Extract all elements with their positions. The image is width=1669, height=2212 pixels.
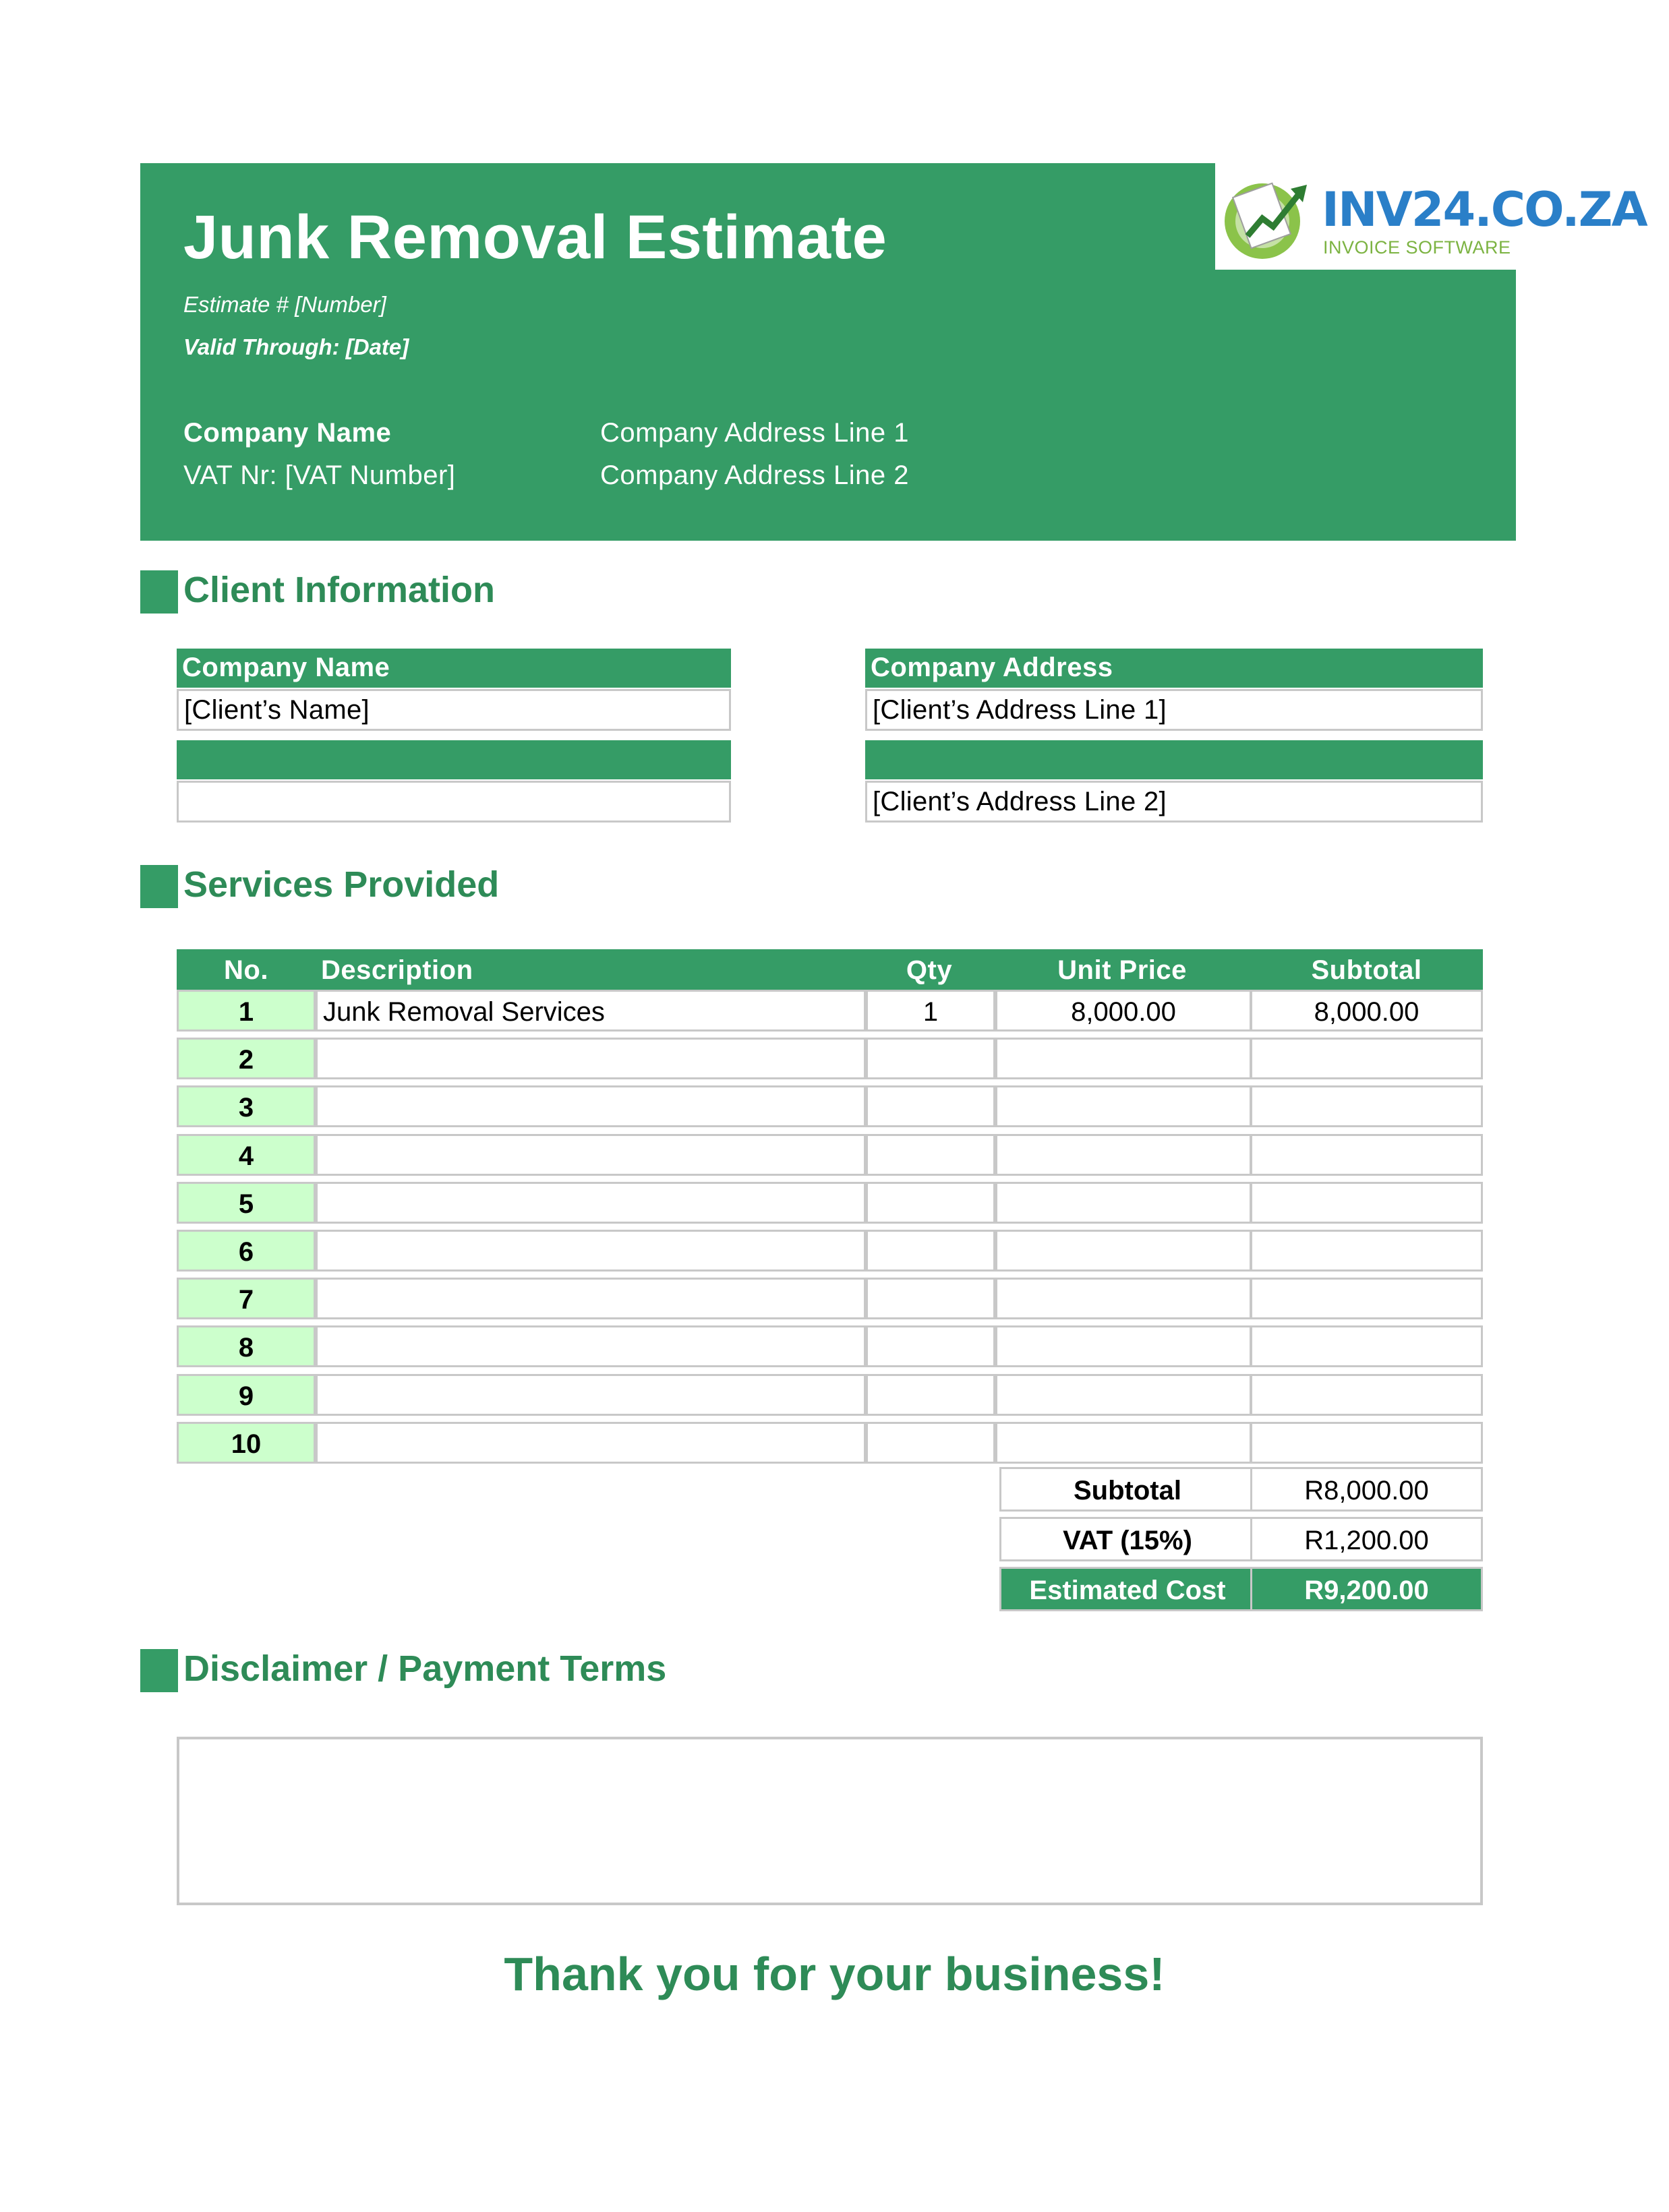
row-unit-price[interactable]: 8,000.00 [995,990,1252,1032]
estimated-cost-value: R9,200.00 [1250,1567,1483,1611]
table-row [177,990,1483,1032]
row-qty[interactable] [866,1325,995,1367]
row-subtotal[interactable] [1250,1182,1483,1224]
row-qty[interactable] [866,1422,995,1464]
row-qty[interactable] [866,1374,995,1416]
row-unit-price[interactable] [995,1325,1252,1367]
col-qty: Qty [906,955,953,985]
row-qty[interactable] [866,1278,995,1319]
row-unit-price[interactable] [995,1230,1252,1272]
table-row [177,1422,1483,1464]
col-description: Description [321,955,473,985]
row-unit-price[interactable] [995,1182,1252,1224]
row-description[interactable] [316,1230,866,1272]
row-description[interactable] [316,1374,866,1416]
row-subtotal[interactable] [1250,1038,1483,1079]
row-qty[interactable] [866,1038,995,1079]
table-row [177,1325,1483,1367]
row-subtotal[interactable] [1250,1134,1483,1176]
vat-value: R1,200.00 [1250,1517,1483,1561]
row-description[interactable]: Junk Removal Services [316,990,866,1032]
estimate-number: Estimate # [Number] [183,292,386,317]
row-number: 7 [177,1278,316,1319]
row-number: 4 [177,1134,316,1176]
row-unit-price[interactable] [995,1085,1252,1127]
client-blank-field[interactable] [177,781,731,823]
table-row [177,1085,1483,1127]
table-row [177,1278,1483,1319]
row-number: 8 [177,1325,316,1367]
row-subtotal[interactable] [1250,1325,1483,1367]
row-number: 3 [177,1085,316,1127]
row-subtotal[interactable]: 8,000.00 [1250,990,1483,1032]
disclaimer-section-title: Disclaimer / Payment Terms [183,1648,667,1689]
col-no: No. [224,955,268,985]
row-subtotal[interactable] [1250,1422,1483,1464]
page-title: Junk Removal Estimate [183,203,887,272]
row-description[interactable] [316,1134,866,1176]
row-number: 6 [177,1230,316,1272]
row-number: 9 [177,1374,316,1416]
row-number: 1 [177,990,316,1032]
row-description[interactable] [316,1038,866,1079]
row-unit-price[interactable] [995,1374,1252,1416]
estimated-cost-label: Estimated Cost [999,1567,1256,1611]
table-row [177,1374,1483,1416]
valid-through: Valid Through: [Date] [183,334,409,359]
client-section-title: Client Information [183,570,495,610]
row-qty[interactable]: 1 [866,990,995,1032]
row-qty[interactable] [866,1230,995,1272]
client-blank-header [177,740,731,779]
thank-you-message: Thank you for your business! [504,1948,1165,2000]
row-qty[interactable] [866,1085,995,1127]
subtotal-label: Subtotal [999,1467,1256,1512]
row-unit-price[interactable] [995,1038,1252,1079]
table-row [177,1230,1483,1272]
logo-tagline: INVOICE SOFTWARE [1323,237,1511,258]
logo-icon [1221,169,1315,263]
logo-brand: INV24.CO.ZA [1322,182,1647,237]
client-address-blank-header [865,740,1483,779]
company-address-line-2: Company Address Line 2 [600,460,909,490]
client-address-label: Company Address [865,649,1483,688]
client-address-line-1[interactable]: [Client’s Address Line 1] [865,689,1483,731]
row-description[interactable] [316,1182,866,1224]
row-unit-price[interactable] [995,1278,1252,1319]
table-row [177,1038,1483,1079]
col-unit-price: Unit Price [1057,955,1187,985]
row-unit-price[interactable] [995,1422,1252,1464]
client-address-line-2[interactable]: [Client’s Address Line 2] [865,781,1483,823]
row-description[interactable] [316,1278,866,1319]
row-subtotal[interactable] [1250,1278,1483,1319]
row-number: 10 [177,1422,316,1464]
col-subtotal: Subtotal [1311,955,1422,985]
client-name-label: Company Name [177,649,731,688]
row-description[interactable] [316,1422,866,1464]
row-description[interactable] [316,1325,866,1367]
client-name-field[interactable]: [Client’s Name] [177,689,731,731]
section-marker [140,865,178,908]
section-marker [140,1649,178,1692]
table-row [177,1182,1483,1224]
company-address-line-1: Company Address Line 1 [600,418,909,448]
vat-label: VAT (15%) [999,1517,1256,1561]
row-qty[interactable] [866,1182,995,1224]
section-marker [140,570,178,614]
disclaimer-box[interactable] [177,1737,1483,1905]
row-unit-price[interactable] [995,1134,1252,1176]
row-subtotal[interactable] [1250,1374,1483,1416]
row-qty[interactable] [866,1134,995,1176]
table-row [177,1134,1483,1176]
row-description[interactable] [316,1085,866,1127]
services-section-title: Services Provided [183,864,500,905]
row-number: 2 [177,1038,316,1079]
subtotal-value: R8,000.00 [1250,1467,1483,1512]
row-subtotal[interactable] [1250,1230,1483,1272]
row-number: 5 [177,1182,316,1224]
row-subtotal[interactable] [1250,1085,1483,1127]
vat-number: VAT Nr: [VAT Number] [183,460,456,490]
services-table-header [177,949,1483,991]
company-name: Company Name [183,418,392,448]
